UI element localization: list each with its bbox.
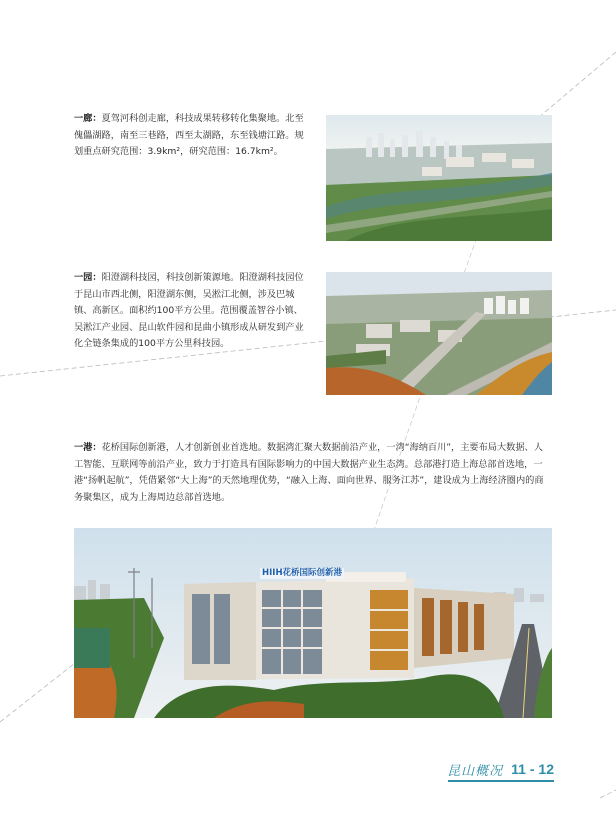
section-corridor-lead: 一廊： — [74, 113, 102, 124]
section-park-lead: 一园： — [74, 272, 102, 283]
section-port-text — [74, 440, 552, 506]
section-port-body: 花桥国际创新港，人才创新创业首选地。数据湾汇聚大数据前沿产业，一湾“海纳百川”，主要布局大数据、人工智能、互联网等前沿产业，致力于打造具有国际影响力的中国大数据产业生态湾。总部港打造上海总部首选地，一港“扬帆起航”，凭借紧邻“大上海”的天然地理优势，“融入上海、面向世界、服务江苏”，建设成为上海经济圈内的商务聚集区，成为上海周边总部首选地。 — [74, 442, 544, 503]
science-park-aerial-photo — [326, 272, 552, 395]
section-park-body: 阳澄湖科技园，科技创新策源地。阳澄湖科技园位于昆山市西北侧，阳澄湖东侧，吴淞江北侧，涉及巴城镇、高新区。面积约100平方公里。范围覆盖智谷小镇、吴淞江产业园、昆山软件园和昆曲小镇形成从研发到产业化全链条集成的100平方公里科技园。 — [74, 272, 304, 349]
corridor-aerial-photo — [326, 115, 552, 241]
section-park-text — [74, 270, 310, 353]
section-port-lead: 一港： — [74, 442, 102, 453]
innovation-port-building-photo — [74, 528, 552, 718]
footer-rule — [448, 780, 554, 782]
section-corridor-body: 夏驾河科创走廊，科技成果转移转化集聚地。北至傀儡湖路，南至三巷路，西至太湖路，东至钱塘江路。规划重点研究范围：3.9km²，研究范围：16.7km²。 — [74, 113, 304, 157]
page-number: 11 - 12 — [511, 761, 554, 777]
section-corridor-text — [74, 111, 310, 161]
footer-title: 昆山概况 — [447, 763, 504, 779]
page-footer — [447, 760, 554, 778]
building-sign: HIIH花桥国际创新港 — [262, 568, 343, 578]
